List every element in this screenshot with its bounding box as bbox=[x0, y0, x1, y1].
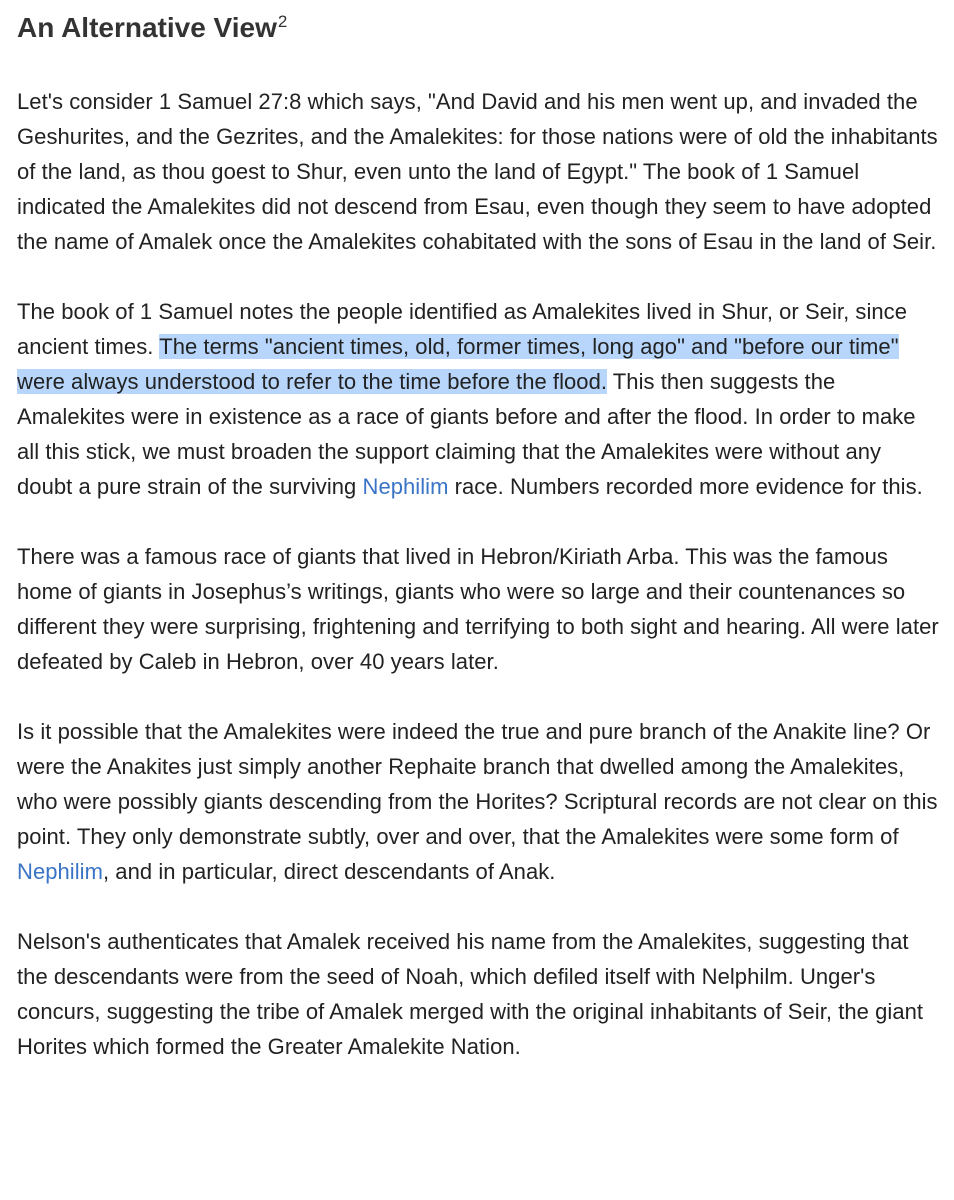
paragraph-4-end: , and in particular, direct descendants of Anak. bbox=[102, 859, 556, 884]
paragraph-5: Nelson's authenticates that Amalek received his name from the Amalekites, suggesting that the descendants were from the seed of Noah, which defiled itself with Nelphilm. Unger's concurs, suggesting the tribe of Amalek merged with the original inhabitants of Seir, the giant Horites which formed the Greater Amalekite Nation. bbox=[17, 929, 924, 1059]
paragraph-2 bbox=[17, 294, 940, 504]
nephilim-link-2[interactable]: Nephilim bbox=[17, 859, 103, 884]
paragraph-4 bbox=[17, 714, 940, 889]
paragraph-3: There was a famous race of giants that lived in Hebron/Kiriath Arba. This was the famous home of giants in Josephus’s writings, giants who were so large and their countenances so different they were surprising, frightening and terrifying to both sight and hearing. All were later defeated by Caleb in Hebron, over 40 years later. bbox=[17, 544, 939, 674]
selected-text-highlight: The terms "ancient times, old, former times, long ago" and "before our time" were always understood to refer to the time before the flood. bbox=[17, 334, 899, 394]
heading-text: An Alternative View bbox=[17, 12, 277, 43]
heading-footnote-marker[interactable]: 2 bbox=[277, 12, 288, 31]
paragraph-2-middle: This then suggests the Amalekites were in existence as a race of giants before and after the flood. In order to make all this stick, we must broaden the support claiming that the Amalekites were without any doubt a pure strain of the surviving bbox=[17, 369, 916, 499]
paragraph-4-intro: Is it possible that the Amalekites were indeed the true and pure branch of the Anakite line? Or were the Anakites just simply another Rephaite branch that dwelled among the Amalekites, who were possibly giants descending from the Horites? Scriptural records are not clear on this point. They only demonstrate subtly, over and over, that the Amalekites were some form of bbox=[17, 719, 938, 849]
paragraph-1: Let's consider 1 Samuel 27:8 which says, "And David and his men went up, and invaded the Geshurites, and the Gezrites, and the Amalekites: for those nations were of old the inhabitants of the land, as thou goest to Shur, even unto the land of Egypt." The book of 1 Samuel indicated the Amalekites did not descend from Esau, even though they seem to have adopted the name of Amalek once the Amalekites cohabitated with the sons of Esau in the land of Seir. bbox=[17, 89, 938, 254]
article-heading bbox=[17, 6, 940, 50]
paragraph-2-end: race. Numbers recorded more evidence for this. bbox=[448, 474, 923, 499]
nephilim-link-1[interactable]: Nephilim bbox=[362, 474, 449, 499]
paragraph-2-intro: The book of 1 Samuel notes the people identified as Amalekites lived in Shur, or Seir, since ancient times. bbox=[17, 299, 908, 359]
